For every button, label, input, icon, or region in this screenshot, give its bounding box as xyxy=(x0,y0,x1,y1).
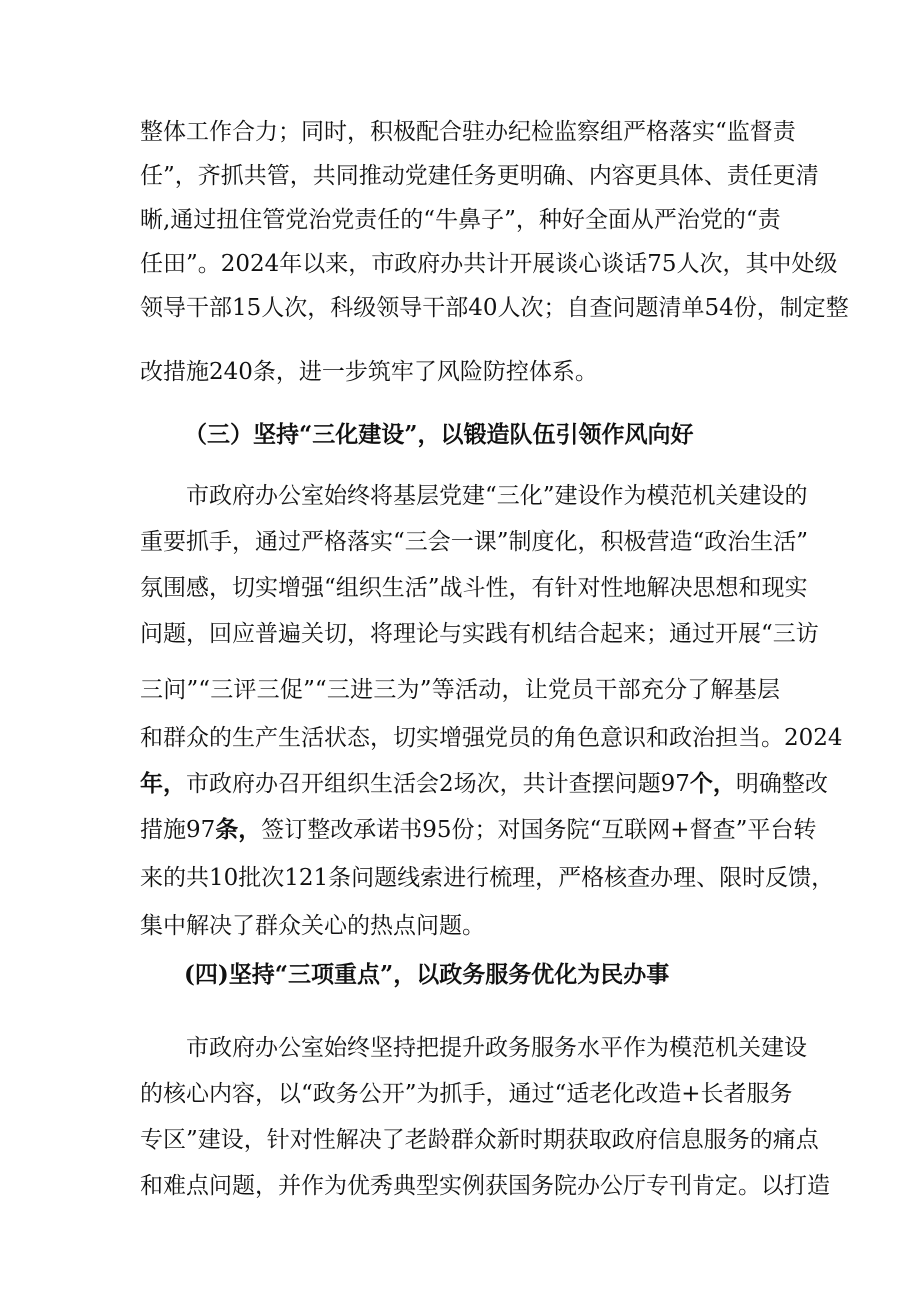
section-3-line-6: 和群众的生产生活状态，切实增强党员的角色意识和政治担当。2024 xyxy=(140,725,843,751)
section-3-line-5: 三问”“三评三促”“三进三为”等活动，让党员干部充分了解基层 xyxy=(140,677,780,703)
text-segment: 市政府办召开组织生活会2场次，共计查摆问题97 xyxy=(186,771,690,797)
text-segment: 措施97 xyxy=(140,817,216,843)
paragraph-1-line-4: 任田”。2024年以来，市政府办共计开展谈心谈话75人次，其中处级 xyxy=(140,251,838,277)
bold-segment: 条， xyxy=(215,816,262,843)
section-3-line-3: 氛围感，切实增强“组织生活”战斗性，有针对性地解决思想和现实 xyxy=(140,575,808,601)
text-segment: 明确整改 xyxy=(735,771,828,797)
section-3-heading: （三）坚持“三化建设”，以锻造队伍引领作风向好 xyxy=(184,421,694,448)
section-4-line-3: 专区”建设，针对性解决了老龄群众新时期获取政府信息服务的痛点 xyxy=(140,1127,819,1153)
section-4-line-4: 和难点问题，并作为优秀典型实例获国务院办公厅专刊肯定。以打造 xyxy=(140,1173,830,1199)
section-3-line-1: 市政府办公室始终将基层党建“三化”建设作为模范机关建设的 xyxy=(186,483,808,509)
section-3-line-10: 集中解决了群众关心的热点问题。 xyxy=(140,913,485,939)
paragraph-1-line-3: 晰,通过扭住管党治党责任的“牛鼻子”，种好全面从严治党的“责 xyxy=(140,207,781,233)
paragraph-1-line-1: 整体工作合力；同时，积极配合驻办纪检监察组严格落实“监督责 xyxy=(140,119,796,145)
section-3-line-8 xyxy=(140,815,817,845)
section-3-line-7 xyxy=(140,769,828,799)
section-3-line-4: 问题，回应普遍关切，将理论与实践有机结合起来；通过开展“三访 xyxy=(140,621,819,647)
section-3-line-2: 重要抓手，通过严格落实“三会一课”制度化，积极营造“政治生活” xyxy=(140,529,809,555)
bold-segment: 个， xyxy=(689,770,736,797)
text-segment: 签订整改承诺书95份；对国务院“互联网+督查”平台转 xyxy=(261,817,817,843)
section-4-line-2: 的核心内容，以“政务公开”为抓手，通过“适老化改造+长者服务 xyxy=(140,1081,793,1107)
bold-segment: 年， xyxy=(140,770,186,797)
paragraph-1-line-2: 任”，齐抓共管，共同推动党建任务更明确、内容更具体、责任更清 xyxy=(140,163,819,189)
paragraph-1-line-6: 改措施240条，进一步筑牢了风险防控体系。 xyxy=(140,359,598,385)
section-4-line-1: 市政府办公室始终坚持把提升政务服务水平作为模范机关建设 xyxy=(186,1035,807,1061)
paragraph-1-line-5: 领导干部15人次，科级领导干部40人次；自查问题清单54份，制定整 xyxy=(140,295,849,321)
section-4-heading: (四)坚持“三项重点”，以政务服务优化为民办事 xyxy=(184,961,670,988)
section-3-line-9: 来的共10批次121条问题线索进行梳理，严格核查办理、限时反馈， xyxy=(140,865,835,891)
